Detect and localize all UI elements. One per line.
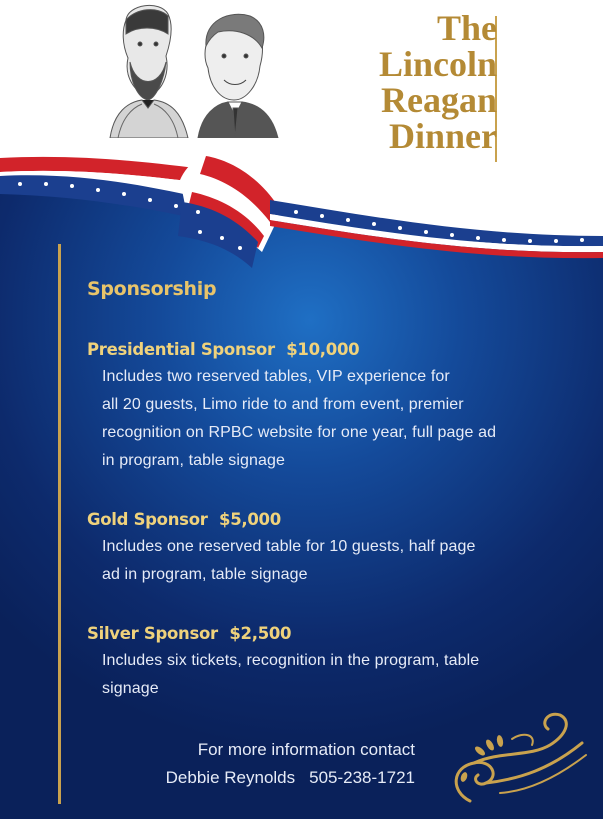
desc-line: ad in program, table signage: [102, 566, 308, 583]
tier-price: $2,500: [229, 624, 292, 643]
desc-line: Includes six tickets, recognition in the program, table: [102, 652, 480, 669]
desc-line: all 20 guests, Limo ride to and from event, premier: [102, 396, 464, 413]
tier-description: [102, 533, 522, 589]
desc-line: recognition on RPBC website for one year, full page ad: [102, 424, 497, 441]
tier-name: Silver Sponsor: [87, 624, 218, 643]
desc-line: signage: [102, 680, 159, 697]
title-line-3: Reagan: [381, 80, 497, 120]
contact-prompt: For more information contact: [197, 740, 415, 759]
contact-phone: 505-238-1721: [309, 768, 415, 787]
contact-line: [166, 764, 415, 792]
desc-line: Includes one reserved table for 10 guests, half page: [102, 538, 476, 555]
title-line-4: Dinner: [389, 116, 497, 156]
sponsorship-content: [87, 278, 527, 697]
desc-line: Includes two reserved tables, VIP experience for: [102, 368, 450, 385]
tier-description: [102, 363, 522, 475]
gold-flourish-icon: [440, 705, 590, 810]
lincoln-portrait-icon: [110, 5, 188, 138]
tier-presidential: [87, 340, 547, 475]
title-line-1: The: [436, 8, 497, 48]
flag-ribbon-icon: [0, 140, 603, 290]
tier-price: $5,000: [219, 510, 281, 529]
tier-gold: [87, 510, 547, 589]
reagan-portrait-icon: [198, 14, 278, 138]
tier-name: Gold Sponsor: [87, 510, 208, 529]
tier-description: [102, 647, 522, 703]
section-title: Sponsorship: [87, 278, 217, 300]
tier-heading: [87, 340, 547, 359]
tier-heading: [87, 510, 547, 529]
title-line-2: Lincoln: [378, 44, 497, 84]
tier-silver: [87, 624, 547, 703]
event-title: [379, 10, 497, 154]
contact-info: [166, 736, 415, 792]
contact-name: Debbie Reynolds: [165, 768, 296, 787]
desc-line: in program, table signage: [102, 452, 286, 469]
tier-name: Presidential Sponsor: [87, 340, 275, 359]
tier-heading: [87, 624, 547, 643]
tier-price: $10,000: [286, 340, 360, 359]
gold-vertical-rule: [58, 244, 61, 804]
portraits-illustration: [108, 0, 298, 138]
